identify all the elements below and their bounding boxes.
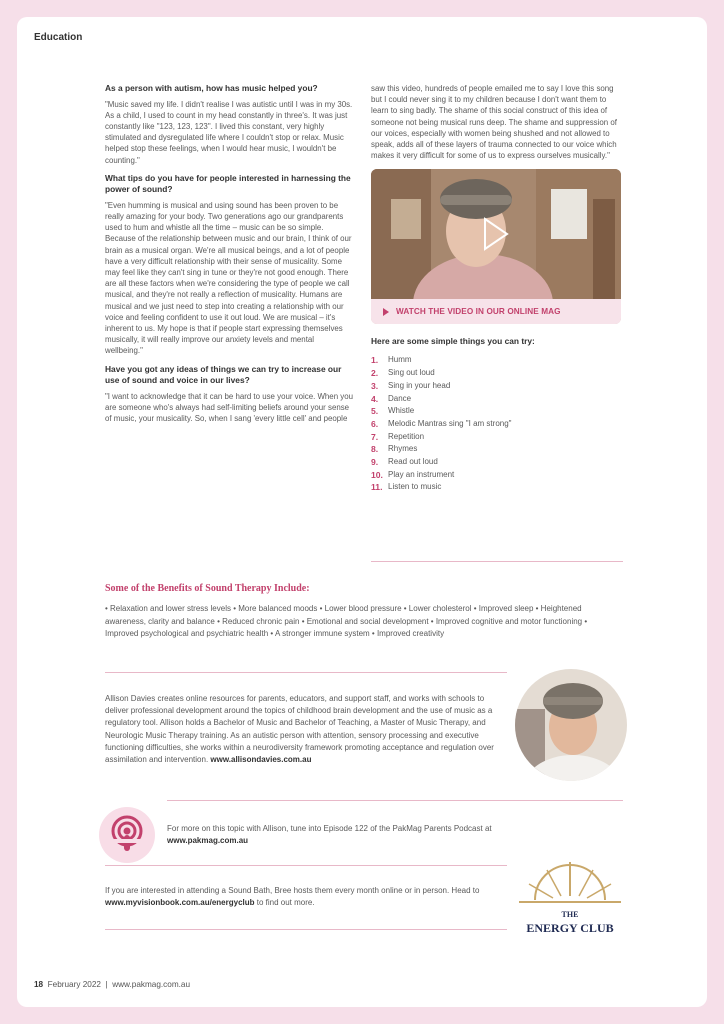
answer-2: "Even humming is musical and using sound has been proven to be really amazing for your body. Two generations ago our grandparents used to hum and whistle all the time – music can be so simple. Because of the relationship between music and our brain, I think of our brain as a musical organ. We're all musical beings, and a lot of people have a very difficult relationship with their sense of musicality. Some may feel like they can't sing in tune or they're not good enough. There are all these factors when we're considering the type of people we call musical, and they're not really a reflection of musicality. Humans are musical and we just need to step into creating a relationship with our voice and feeling confident to use it out loud. We are musical – it's inherent to us. My hope is that if people start expressing themselves musically, it will really improve our anxiety levels and mental wellbeing." — [105, 200, 352, 356]
list-text: Listen to music — [388, 482, 442, 492]
list-item — [371, 380, 623, 393]
list-text: Whistle — [388, 406, 415, 416]
footer-site[interactable]: www.pakmag.com.au — [112, 980, 191, 989]
issue-date: February 2022 — [47, 980, 101, 989]
question-1: As a person with autism, how has music helped you? — [105, 83, 318, 93]
list-item — [371, 431, 623, 444]
list-number: 6. — [371, 418, 379, 429]
list-text: Humm — [388, 355, 412, 365]
bio-link[interactable]: www.allisondavies.com.au — [210, 755, 312, 765]
list-text: Sing in your head — [388, 380, 451, 390]
page-number: 18 — [34, 980, 44, 989]
answer-3-continued: saw this video, hundreds of people emailed me to say I love this song but I could never sing it to my children because I don't want them to learn to sing badly. The shame of this social construct of this idea of someone not being musical runs deep. The shame and suppression of our voices, especially with women being shushed and not allowed to speak, adds all of these layers of trauma connected to our voice which makes it very difficult for some of us to express ourselves musically." — [371, 84, 617, 161]
list-number: 10. — [371, 469, 383, 480]
soundbath-link[interactable]: www.myvisionbook.com.au/energyclub — [105, 898, 255, 908]
answer-1: "Music saved my life. I didn't realise I was autistic until I was in my 30s. As a child, I used to count in my head constantly in three's. It was just constantly like "123, 123, 123". I lived this constant, very highly stimulated and dysregulated life where I couldn't stop or relax. Music helped stop these feelings, when I would hear music, I wouldn't be counting." — [105, 99, 353, 165]
list-text: Sing out loud — [388, 368, 435, 378]
podcast-icon[interactable] — [99, 807, 155, 863]
list-text: Melodic Mantras sing "I am strong" — [388, 418, 512, 428]
question-3: Have you got any ideas of things we can try to increase our use of sound and voice in our lives? — [105, 363, 342, 386]
list-item — [371, 405, 623, 418]
list-item — [371, 354, 623, 367]
arrow-right-icon — [383, 308, 389, 316]
page-footer — [34, 980, 190, 989]
section-label: Education — [34, 32, 83, 43]
benefits-title: Some of the Benefits of Sound Therapy Include: — [105, 583, 310, 594]
logo-the: THE — [561, 910, 579, 919]
list-number: 8. — [371, 444, 379, 455]
list-text: Rhymes — [388, 444, 418, 454]
podcast-badge[interactable] — [99, 807, 155, 863]
magazine-page — [17, 17, 707, 1007]
podcast-sentence: For more on this topic with Allison, tune into Episode 122 of the PakMag Parents Podcast at — [167, 824, 492, 833]
soundbath-sentence: If you are interested in attending a Sound Bath, Bree hosts them every month online or in person. Head to — [105, 886, 480, 895]
list-number: 1. — [371, 355, 379, 366]
list-number: 7. — [371, 431, 379, 442]
right-column — [371, 83, 623, 494]
try-heading: Here are some simple things you can try: — [371, 336, 535, 347]
list-text: Repetition — [388, 431, 425, 441]
video-link-label[interactable]: WATCH THE VIDEO IN OUR ONLINE MAG — [396, 307, 561, 317]
list-number: 5. — [371, 406, 379, 417]
divider — [105, 672, 507, 673]
question-2: What tips do you have for people interested in harnessing the power of sound? — [105, 172, 351, 195]
left-column — [105, 83, 353, 431]
divider — [105, 865, 507, 866]
logo-energy-club: ENERGY CLUB — [526, 921, 614, 935]
list-item — [371, 367, 623, 380]
list-number: 2. — [371, 368, 379, 379]
benefits-text: • Relaxation and lower stress levels • More balanced moods • Lower blood pressure • Lower cholesterol • Improved sleep • Heightened awareness, clarity and balance • Reduced chronic pain • Emotional and social development • Improved cognitive and motor functioning • Improved psychological and psychiatric health • A stronger immune system • Improved creativity — [105, 604, 588, 639]
list-item — [371, 418, 623, 431]
author-bio — [105, 693, 507, 766]
list-text: Play an instrument — [388, 469, 455, 479]
divider — [371, 561, 623, 562]
list-number: 9. — [371, 457, 379, 468]
author-avatar — [515, 669, 627, 781]
list-item — [371, 469, 623, 482]
list-number: 4. — [371, 393, 379, 404]
list-item — [371, 443, 623, 456]
soundbath-tail: to find out more. — [256, 898, 315, 908]
sunrise-icon — [515, 860, 625, 940]
list-item — [371, 393, 623, 406]
answer-3: "I want to acknowledge that it can be hard to use your voice. When you are someone who's always had self-limiting beliefs around your sense of music, your musicality. So, when I sang 'every little cell' and people — [105, 391, 353, 423]
podcast-text — [167, 823, 607, 848]
list-text: Read out loud — [388, 457, 438, 467]
energy-club-logo — [515, 860, 625, 940]
divider — [105, 929, 507, 930]
author-photo — [515, 669, 627, 781]
sound-bath-text — [105, 885, 495, 910]
bio-text: Allison Davies creates online resources for parents, educators, and support staff, and works with schools to deliver professional development around the topics of childhood brain development and the use of music as a regulatory tool. Allison holds a Bachelor of Music and Bachelor of Teaching, a Master of Music Therapy, and Neurologic Music Therapy training. As an autistic person with attention, sensory processing and executive functioning difficulties, she works within a neurodiversity framework promoting acceptance and regulation over assimilation and intervention. — [105, 694, 494, 765]
video-embed[interactable] — [371, 169, 621, 324]
video-link-bar[interactable] — [371, 299, 621, 324]
footer-separator: | — [105, 980, 108, 989]
list-number: 3. — [371, 380, 379, 391]
podcast-link[interactable]: www.pakmag.com.au — [167, 836, 249, 846]
try-list — [371, 354, 623, 494]
play-icon[interactable] — [483, 217, 509, 251]
list-number: 11. — [371, 482, 383, 493]
divider — [167, 800, 623, 801]
list-item — [371, 456, 623, 469]
list-text: Dance — [388, 393, 412, 403]
list-item — [371, 481, 623, 494]
